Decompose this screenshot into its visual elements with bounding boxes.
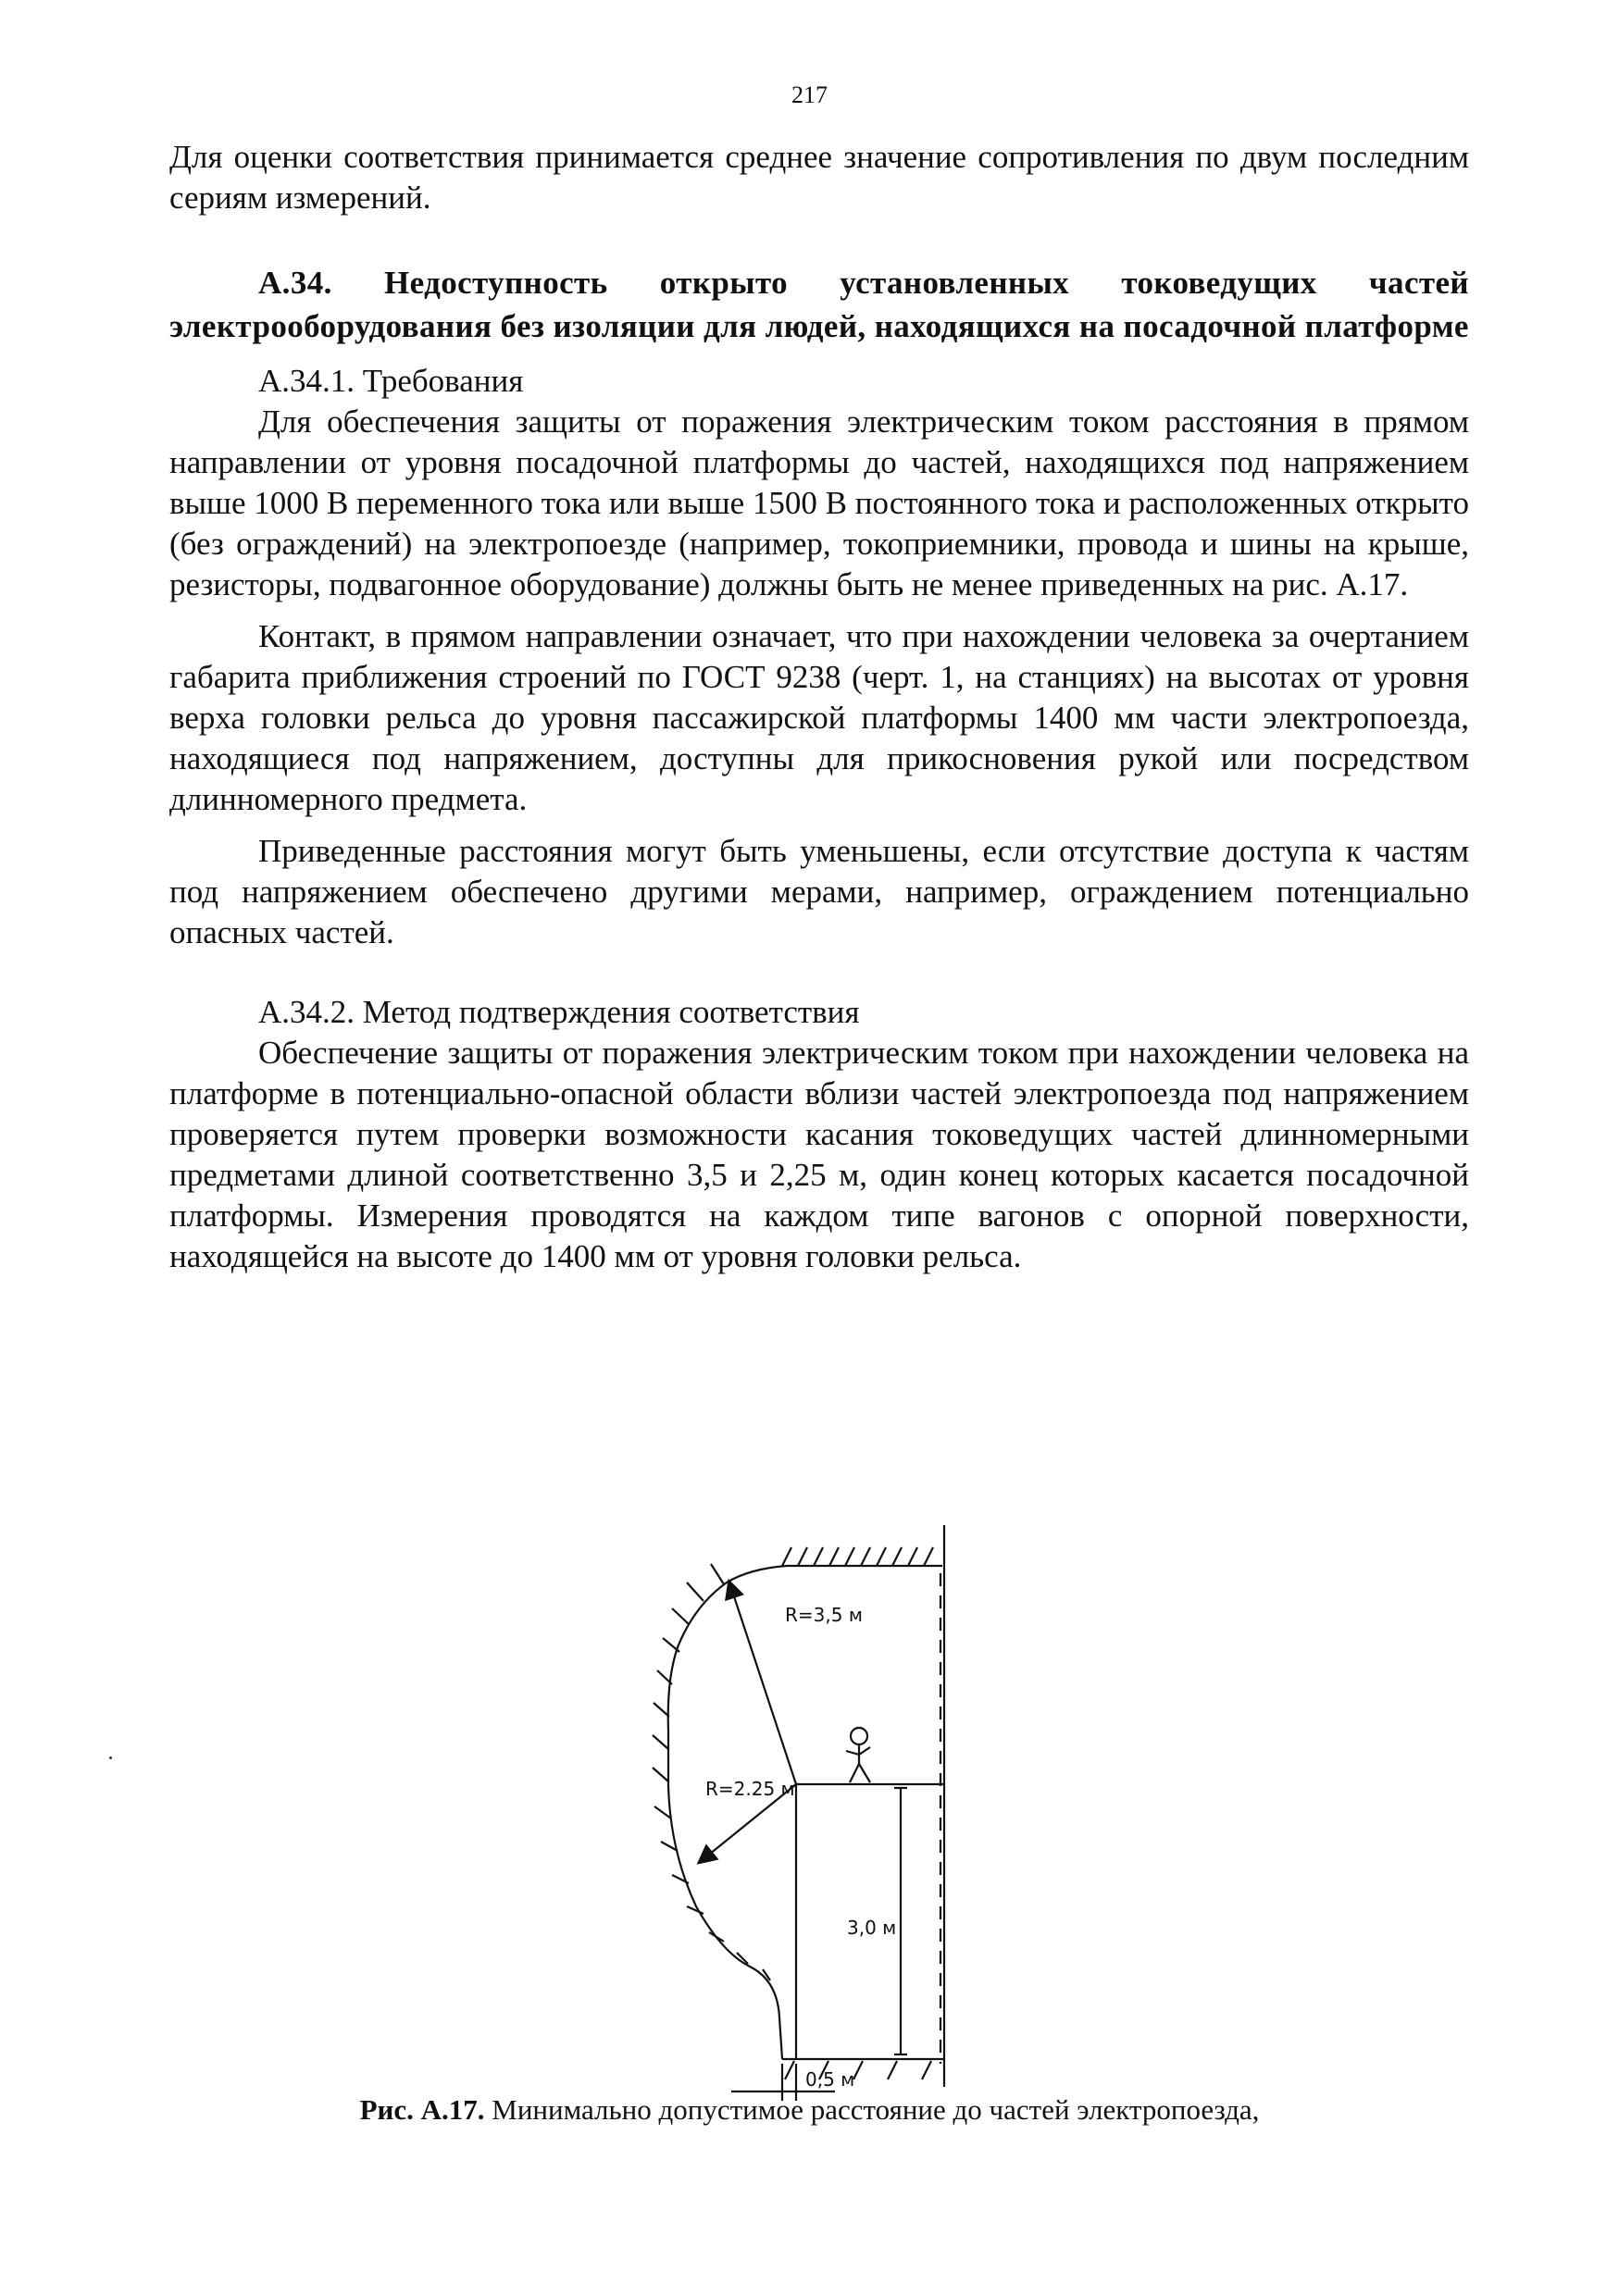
paragraph-requirements-1: Для обеспечения защиты от поражения электрическим током расстояния в прямом направлении от уровня посадочной платформы до частей, находящихся под напряжением выше 1000 В переменного тока или выше 1500 В постоянного тока и расположенных открыто (без ограждений) на электропоезде (например, токоприемники, провода и шины на крыше, резисторы, подвагонное оборудование) должны быть не менее приведенных на рис. А.17. [169,403,1469,602]
subsection-requirements-heading: А.34.1. Требования [258,363,524,399]
page-number: 217 [791,81,828,108]
label-radius-3-5: R=3,5 м [785,1604,863,1626]
section-heading: А.34. Недоступность открыто установленных токоведущих частей электрооборудования без изоляции для людей, находящихся на посадочной платформе [169,265,1469,344]
paragraph-intro: Для оценки соответствия принимается среднее значение сопротивления по двум последним сериям измерений. [169,139,1469,216]
caption-number: Рис. А.17. [359,2093,485,2126]
label-width-0-5: 0,5 м [805,2068,855,2091]
document-body [169,137,1469,1277]
caption-text: Минимально допустимое расстояние до частей электропоезда, [492,2093,1260,2126]
paragraph-requirements-2: Контакт, в прямом направлении означает, что при нахождении человека за очертанием габарита приближения строений по ГОСТ 9238 (черт. 1, на станциях) на высотах от уровня верха головки рельса до уровня пассажирской платформы 1400 мм части электропоезда, находящиеся под напряжением, доступны для прикосновения рукой или посредством длинномерного предмета. [169,618,1469,817]
paragraph-method: Обеспечение защиты от поражения электрическим током при нахождении человека на платформе в потенциально-опасной области вблизи частей электропоезда под напряжением проверяется путем проверки возможности касания токоведущих частей длинномерными предметами длиной соответственно 3,5 и 2,25 м, один конец которых касается посадочной платформы. Измерения проводятся на каждом типе вагонов с опорной поверхности, находящейся на высоте до 1400 мм от уровня головки рельса. [169,1035,1469,1274]
label-height-3-0: 3,0 м [847,1917,897,1939]
figure-a17-diagram [639,1518,1027,2110]
label-radius-2-25: R=2.25 м [705,1778,795,1800]
figure-caption [0,2093,1619,2127]
paragraph-requirements-3: Приведенные расстояния могут быть уменьшены, если отсутствие доступа к частям под напряжением обеспечено другими мерами, например, ограждением потенциально опасных частей. [169,833,1469,950]
ceiling-hatching [782,1547,933,1566]
figure-a17 [639,1518,1027,2110]
envelope-hatching [653,1564,770,1980]
person-icon [846,1728,870,1782]
scan-speck [109,1756,112,1759]
subsection-method-heading: А.34.2. Метод подтверждения соответствия [258,994,860,1030]
